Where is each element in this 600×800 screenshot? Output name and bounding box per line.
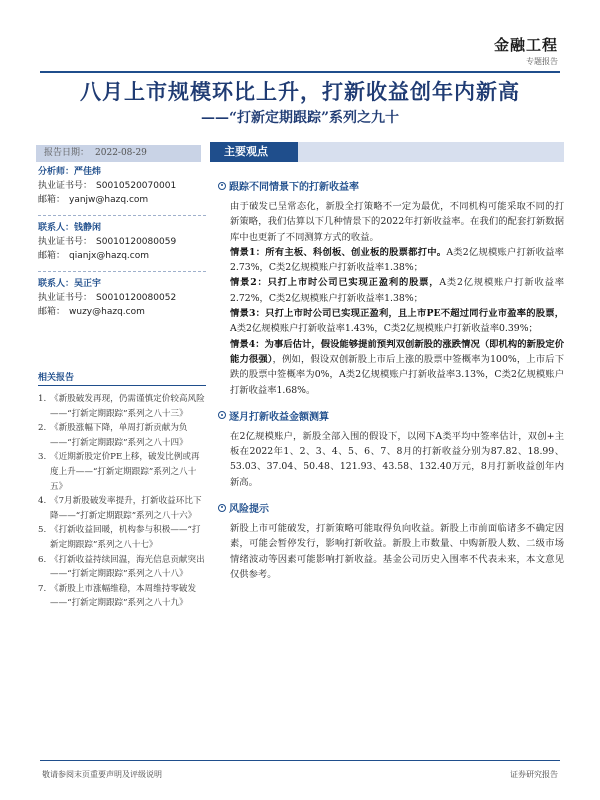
header-rule	[40, 71, 560, 73]
point-section	[218, 500, 564, 582]
paragraph-text: A类2亿规模账户打新收益率2.73%，C类2亿规模账户打新收益率1.38%；	[230, 246, 564, 274]
section-title: 主要观点	[210, 142, 298, 162]
related-report-number: 2.	[38, 423, 47, 434]
related-report-number: 3.	[38, 452, 47, 463]
related-report-item[interactable]	[38, 450, 208, 494]
analyst-block	[38, 165, 206, 207]
point-paragraph	[218, 306, 564, 337]
contact-id: S0010120080052	[96, 293, 177, 303]
scenario-label: 情景1：所有主板、科创板、创业板的股票都打中。	[230, 246, 447, 258]
related-report-item[interactable]	[38, 494, 208, 523]
footer-report-label: 证券研究报告	[510, 770, 558, 779]
point-heading	[218, 408, 564, 423]
analyst-email-row	[38, 193, 206, 207]
point-heading	[218, 178, 564, 193]
related-report-number: 7.	[38, 583, 47, 594]
contact-id-row	[38, 235, 206, 249]
analyst-email[interactable]: yanjw@hazq.com	[69, 195, 149, 205]
analyst-divider	[38, 215, 206, 216]
paragraph-text: A类2亿规模账户打新收益率1.43%，C类2亿规模账户打新收益率0.39%；	[230, 323, 538, 335]
related-report-title: 《打新收益回暖，机构参与积极——“打新定期跟踪”系列之八十七》	[50, 525, 201, 550]
paragraph-text: ，例如，假设双创新股上市后上涨的股票中签概率为100%，上市后下跌的股票中签概率为0%，A类2亿规模账户打新收益率3.13%，C类2亿规模账户打新收益率1.68%。	[230, 353, 564, 396]
related-report-title: 《近期新股定价PE上移，破发比例或再度上升——“打新定期跟踪”系列之八十五》	[50, 452, 200, 492]
contact-block	[38, 277, 206, 319]
related-report-number: 5.	[38, 525, 47, 536]
related-reports-heading: 相关报告	[38, 373, 75, 383]
paragraph-text: A类2亿规模账户打新收益率2.72%，C类2亿规模账户打新收益率1.38%；	[230, 277, 564, 304]
contact-email[interactable]: wuzy@hazq.com	[69, 307, 145, 317]
related-report-number: 1.	[38, 394, 47, 404]
contact-name: 联系人：吴正宇	[38, 279, 102, 289]
related-reports-list	[38, 392, 208, 611]
paragraph-text: 在2亿规模账户，新股全部入围的假设下，以网下A类平均中签率估计，双创+主板在2022年1、2、3、4、5、6、7、8月的打新收益分别为87.82、18.99、53.03、37.04、50.48、121.93、43.58、132.40万元，8月打新收益创年内新高。	[230, 430, 564, 488]
related-report-item[interactable]	[38, 421, 208, 450]
related-report-item[interactable]	[38, 523, 208, 552]
report-date-bar	[36, 145, 201, 162]
point-paragraph	[218, 275, 564, 306]
related-report-title: 《打新收益持续回温，海光信息贡献突出——“打新定期跟踪”系列之八十八》	[50, 554, 205, 580]
bullet-icon	[218, 411, 226, 419]
point-section	[218, 178, 564, 398]
point-paragraph	[218, 199, 564, 245]
point-heading-text: 风险提示	[229, 504, 269, 516]
footer-disclaimer: 敬请参阅末页重要声明及评级说明	[42, 770, 162, 779]
bullet-icon	[218, 182, 226, 190]
scenario-label: 情景4：为事后估计，假设能够提前预判双创新股的涨跌情况（即机构的新股定价能力很强）	[230, 338, 564, 365]
related-report-item[interactable]	[38, 582, 208, 611]
report-type: 专题报告	[526, 57, 558, 66]
point-paragraph	[218, 429, 564, 490]
scenario-label: 情景2：只打上市时公司已实现正盈利的股票，	[230, 277, 440, 289]
contact-email-label: 邮箱：	[38, 307, 66, 317]
contact-email-row	[38, 249, 206, 263]
related-report-title: 《新股上市涨幅维稳，本周维持零破发——“打新定期跟踪”系列之八十九》	[50, 583, 197, 609]
paragraph-text: 由于破发已呈常态化，新股全打策略不一定为最优，不同机构可能采取不同的打新策略，我们估算以下几种情景下的2022年打新收益率。在我们的配套打新数据库中也更新了不同测算方式的收益。	[230, 201, 564, 243]
related-report-item[interactable]	[38, 392, 208, 421]
report-date-label: 报告日期：	[44, 148, 90, 158]
related-report-title: 《7月新股破发率提升，打新收益环比下降——“打新定期跟踪”系列之八十六》	[50, 496, 202, 521]
contact-id-label: 执业证书号：	[38, 237, 93, 247]
contact-email-row	[38, 305, 206, 319]
related-report-title: 《新股破发再现，仍需谨慎定价较高风险——“打新定期跟踪”系列之八十三》	[50, 394, 205, 419]
point-paragraph	[218, 245, 564, 276]
analyst-id: S0010520070001	[96, 181, 177, 191]
footer-rule	[40, 760, 560, 761]
report-date-value: 2022-08-29	[95, 148, 147, 158]
related-report-number: 6.	[38, 554, 47, 565]
analyst-email-label: 邮箱：	[38, 195, 66, 205]
bullet-icon	[218, 504, 226, 512]
page-title: 八月上市规模环比上升，打新收益创年内新高	[80, 79, 520, 104]
contact-id-label: 执业证书号：	[38, 293, 93, 303]
point-paragraph	[218, 521, 564, 582]
contact-id-row	[38, 291, 206, 305]
contact-block	[38, 221, 206, 263]
analyst-id-label: 执业证书号：	[38, 181, 93, 191]
related-report-title: 《新股涨幅下降，单周打新贡献为负——“打新定期跟踪”系列之八十四》	[50, 423, 188, 448]
contact-email-label: 邮箱：	[38, 251, 66, 261]
point-paragraph	[218, 337, 564, 398]
analyst-id-row	[38, 179, 206, 193]
brand-name: 金融工程	[493, 36, 558, 54]
point-heading-text: 逐月打新收益金额测算	[229, 411, 329, 423]
contact-email[interactable]: qianjx@hazq.com	[69, 251, 150, 261]
analyst-name: 分析师：严佳炜	[38, 167, 102, 177]
paragraph-text: 新股上市可能破发，打新策略可能取得负向收益。新股上市前面临诸多不确定因素，可能会暂停发行，影响打新收益。新股上市数量、中购新股人数、二级市场情绪波动等因素可能影响打新收益。基金公司历史入围率不代表未来，本文意见仅供参考。	[230, 523, 564, 580]
point-heading	[218, 500, 564, 515]
related-reports-rule	[38, 385, 206, 386]
point-heading-text: 跟踪不同情景下的打新收益率	[229, 182, 359, 193]
point-section	[218, 408, 564, 490]
related-report-number: 4.	[38, 496, 47, 507]
contact-divider	[38, 271, 206, 272]
contact-id: S0010120080059	[96, 237, 177, 247]
main-points	[218, 178, 564, 582]
contact-name: 联系人：钱静闲	[38, 223, 102, 233]
related-report-item[interactable]	[38, 553, 208, 582]
page-subtitle: ——“打新定期跟踪”系列之九十	[200, 110, 400, 126]
scenario-label: 情景3：只打上市时公司已实现正盈利，且上市PE不超过同行业市盈率的股票，	[230, 308, 564, 320]
